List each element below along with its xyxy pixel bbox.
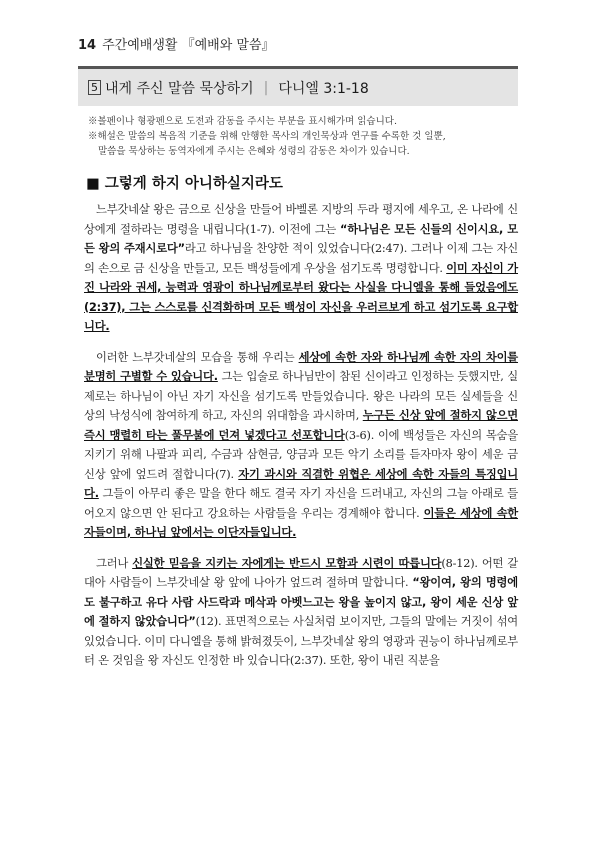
text-span: 그는 입술로 하나님만이 참된 신이라고 인정하는 듯했지만, 실제로는 하나님이 아닌 자기 자신을 섬기도록 만들었습니다. 왕은 나라의 모든 실세들을 신상의 낙성식에 참여하게 하고, 자신의 위대함을 과시하며, [84,370,518,422]
subheading: ■ 그렇게 하지 아니하실지라도 [86,176,283,192]
paragraph [84,554,518,671]
text-span: 이러한 느부갓네살의 모습을 통해 우리는 [96,350,299,364]
scripture-quote: “왕이여, 왕의 명령에도 불구하고 유다 사람 사드락과 메삭과 아벳느고는 왕을 높이지 않고, 왕이 세운 신상 앞에 절하지 않았습니다” [84,576,518,628]
text-span: (8-12). 어떤 갈대아 사람들이 느부갓네살 왕 앞에 나아가 엎드려 절하며 말합니다. [84,556,519,589]
highlighted-text: 이들은 세상에 속한 자들이며, 하나님 앞에서는 이단자들입니다. [84,506,518,539]
note-line: ※해설은 말씀의 복음적 기준을 위해 안행한 목사의 개인묵상과 연구를 수록한 것 일뿐, [88,131,446,142]
paragraph [84,348,518,543]
scripture-reference: 다니엘 3:1-18 [278,80,369,97]
text-span: 라고 하나님을 찬양한 적이 있었습니다(2:47). 그러나 이제 그는 자신의 손으로 금 신상을 만들고, 모든 백성들에게 우상을 섬기도록 명령합니다. [84,242,518,275]
text-span: 그러나 [96,556,133,570]
page-number: 14 [78,38,97,53]
section-banner [78,66,518,106]
text-span: (3-6). 이에 백성들은 자신의 목숨을 지키기 위해 나팔과 피리, 수금과 삼현금, 양금과 모든 악기 소리를 듣자마자 왕이 세운 금 신상 앞에 엎드려 절합니다(7). [84,428,518,481]
section-separator: | [263,79,269,96]
highlighted-text: 이미 자신이 가진 나라와 권세, 능력과 영광이 하나님께로부터 왔다는 사실을 다니엘을 통해 들었음에도(2:37), 그는 스스로를 신격화하며 모든 백성이 자신을 우러르보게 하고 섬기도록 요구합니다. [84,261,518,333]
highlighted-text: 자기 과시와 직결한 위협은 세상에 속한 자들의 특징입니다. [84,467,518,500]
text-span: 느부갓네살 왕은 금으로 신상을 만들어 바벨론 지방의 두라 평지에 세우고, 온 나라에 신상에게 절하라는 명령을 내립니다(1-7). 이전에 그는 [84,203,518,236]
highlighted-text: 신실한 믿음을 지키는 자에게는 반드시 모함과 시련이 따릅니다 [132,556,442,570]
text-span: (12). 표면적으로는 사실처럼 보이지만, 그들의 말에는 거짓이 섞여 있었습니다. 이미 다니엘을 통해 밝혀졌듯이, 느부갓네살 왕의 영광과 권능이 하나님께로부터 온 것임을 왕 자신도 인정한 바 있습니다(2:37). 또한, 왕이 내린 직분을 [84,615,519,667]
section-number: 5 [88,80,101,95]
note-line: ※볼펜이나 형광펜으로 도전과 감동을 주시는 부분을 표시해가며 읽습니다. [88,116,397,127]
running-header [78,34,275,53]
reading-notes [88,114,528,159]
highlighted-text: 세상에 속한 자와 하나님께 속한 자의 차이를 분명히 구별할 수 있습니다. [84,350,519,383]
highlighted-text: 누구든 신상 앞에 절하지 않으면 즉시 맹렬히 타는 풀무불에 던져 넣겠다고 선포합니다 [84,409,518,442]
text-span: 그들이 아무리 좋은 말을 한다 해도 결국 자기 자신을 드러내고, 자신의 그늘 아래로 들어오지 않으면 안 된다고 강요하는 사람들을 우리는 경계해야 합니다. [84,487,518,520]
note-line: 말씀을 묵상하는 동역자에게 주시는 은혜와 성령의 감동은 차이가 있습니다. [98,146,410,157]
paragraph [84,200,518,337]
body-text [84,200,518,682]
section-title: 내게 주신 말씀 묵상하기 [105,80,254,97]
book-title: 주간예배생활 『예배와 말씀』 [102,38,275,53]
scripture-quote: “하나님은 모든 신들의 신이시요, 모든 왕의 주재시로다” [84,222,519,255]
